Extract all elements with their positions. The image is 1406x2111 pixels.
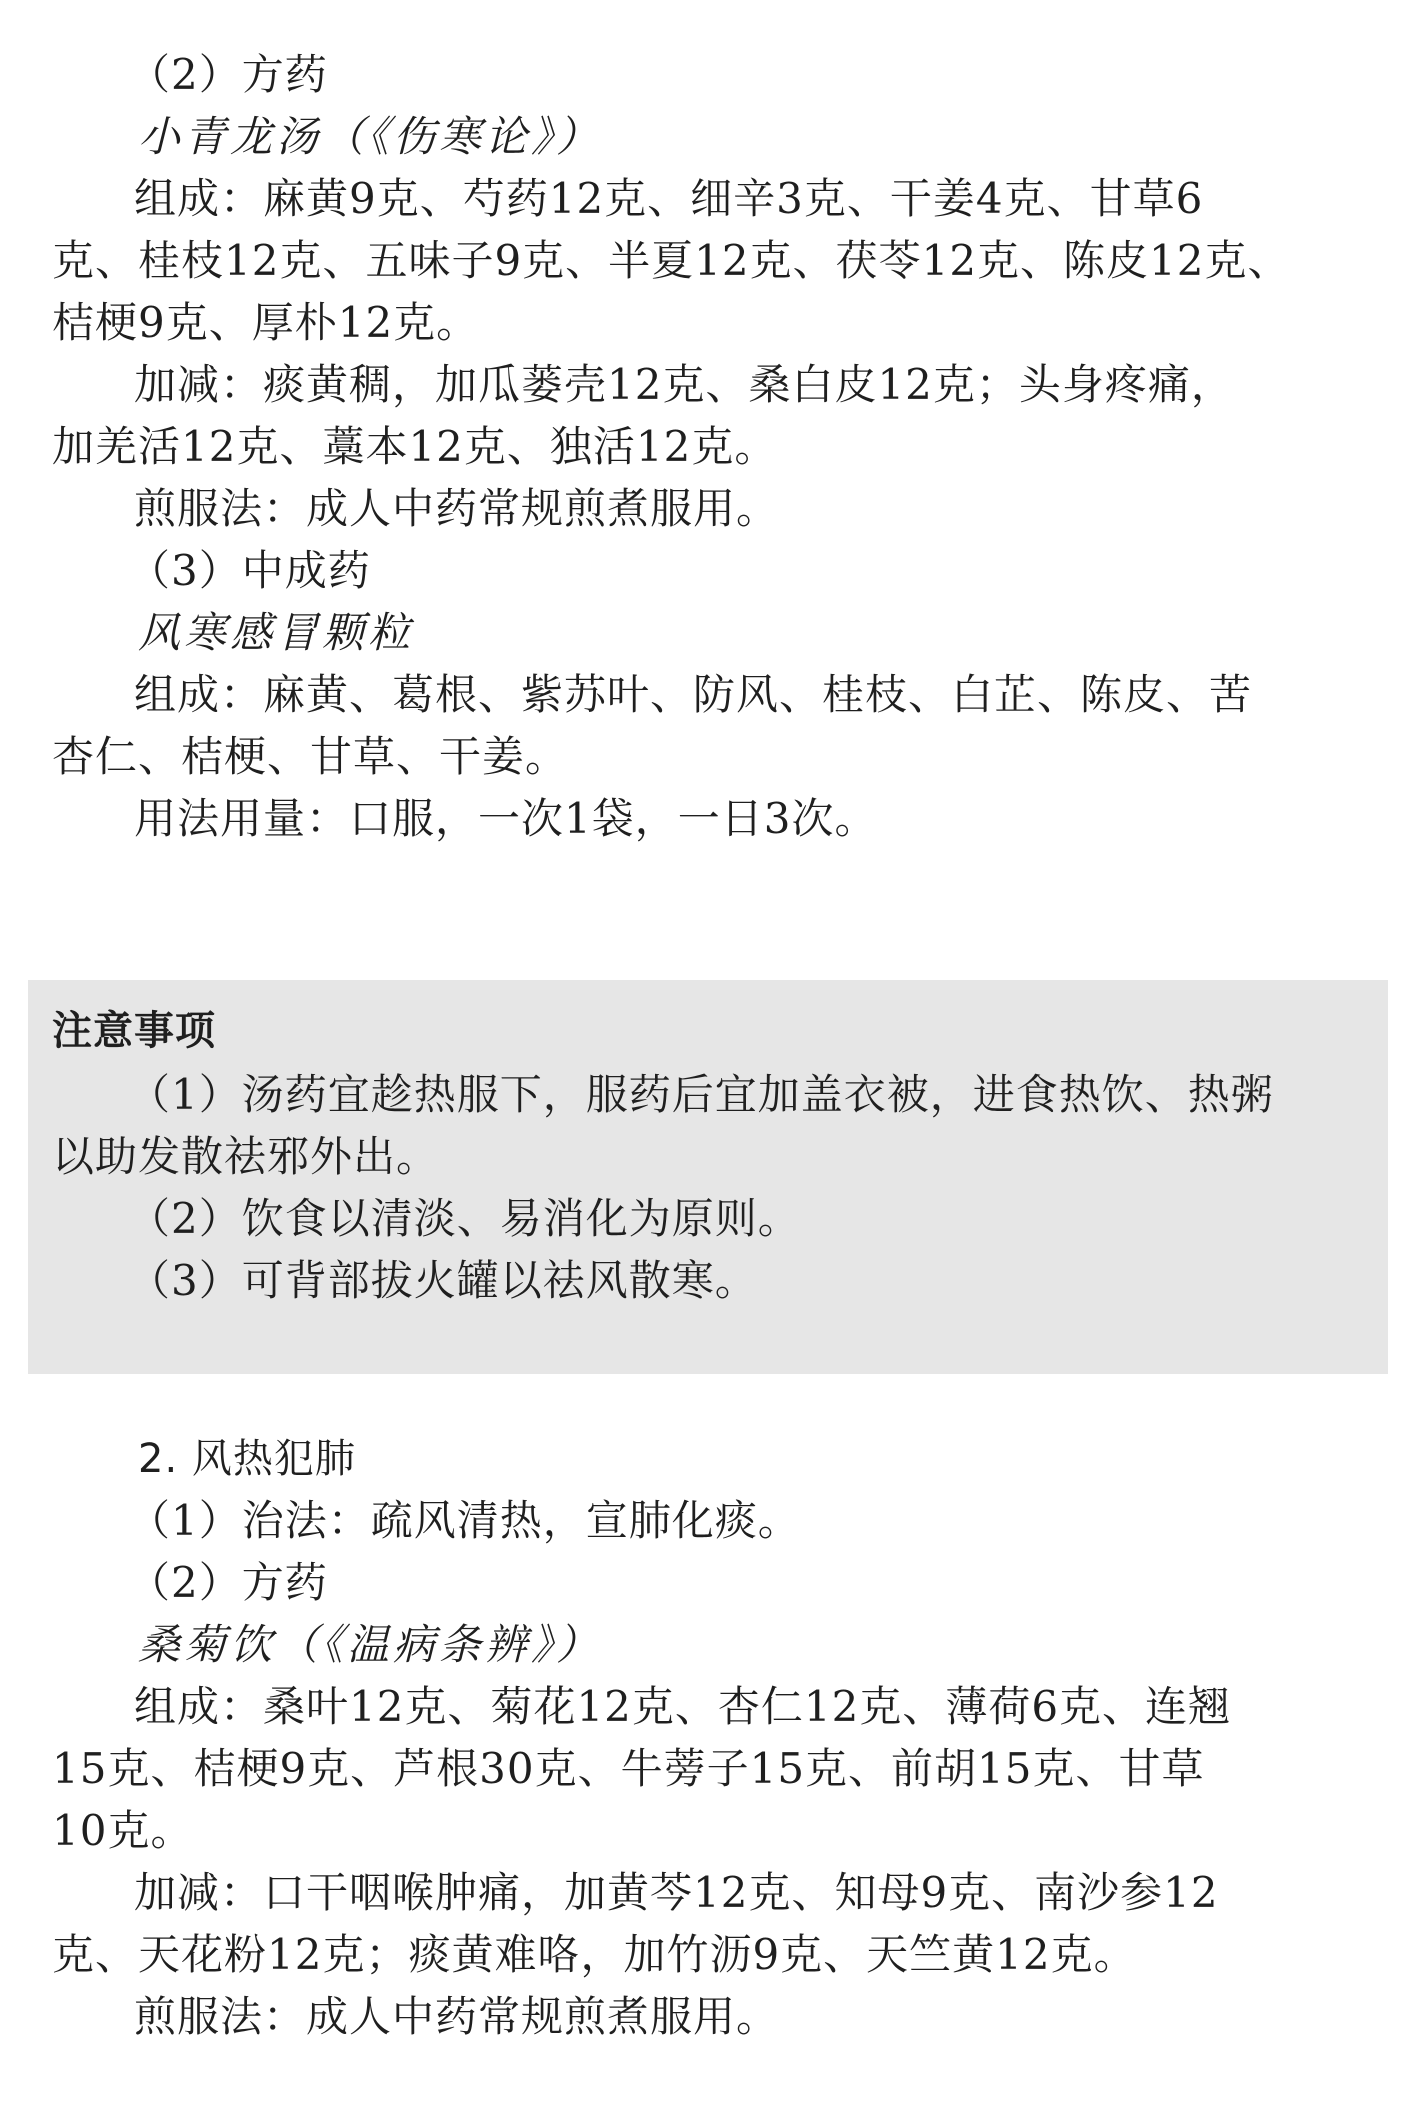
patent-medicine-name: 风寒感冒颗粒 bbox=[138, 608, 415, 657]
decoction-method: 煎服法：成人中药常规煎煮服用。 bbox=[134, 484, 780, 533]
composition-line-2: 克、桂枝12克、五味子9克、半夏12克、茯苓12克、陈皮12克、 bbox=[52, 236, 1291, 285]
notice-item-1-line-1: （1）汤药宜趁热服下，服药后宜加盖衣被，进食热饮、热粥 bbox=[128, 1070, 1274, 1119]
notice-title: 注意事项 bbox=[52, 1008, 216, 1054]
section2-prescription-heading: （2）方药 bbox=[128, 1558, 328, 1607]
notice-item-1-line-2: 以助发散祛邪外出。 bbox=[52, 1132, 440, 1181]
treatment-method: （1）治法：疏风清热，宣肺化痰。 bbox=[128, 1496, 801, 1545]
section2-composition-line-1: 组成：桑叶12克、菊花12克、杏仁12克、薄荷6克、连翘 bbox=[134, 1682, 1232, 1731]
section2-composition-line-2: 15克、桔梗9克、芦根30克、牛蒡子15克、前胡15克、甘草 bbox=[52, 1744, 1205, 1793]
patent-medicine-heading: （3）中成药 bbox=[128, 546, 371, 595]
composition-line-1: 组成：麻黄9克、芍药12克、细辛3克、干姜4克、甘草6 bbox=[134, 174, 1204, 223]
composition-line-3: 桔梗9克、厚朴12克。 bbox=[52, 298, 480, 347]
section2-formula-name: 桑菊饮（《温病条辨》） bbox=[138, 1620, 603, 1669]
section-title: 2. 风热犯肺 bbox=[138, 1436, 356, 1482]
patent-composition-line-1: 组成：麻黄、葛根、紫苏叶、防风、桂枝、白芷、陈皮、苦 bbox=[134, 670, 1253, 719]
patent-composition-line-2: 杏仁、桔梗、甘草、干姜。 bbox=[52, 732, 569, 781]
section2-modification-line-2: 克、天花粉12克；痰黄难咯，加竹沥9克、天竺黄12克。 bbox=[52, 1930, 1137, 1979]
prescription-heading: （2）方药 bbox=[128, 50, 328, 99]
notice-item-2: （2）饮食以清淡、易消化为原则。 bbox=[128, 1194, 801, 1243]
section2-composition-line-3: 10克。 bbox=[52, 1806, 194, 1855]
section2-modification-line-1: 加减：口干咽喉肿痛，加黄芩12克、知母9克、南沙参12 bbox=[134, 1868, 1219, 1917]
formula-name: 小青龙汤（《伤寒论》） bbox=[138, 112, 603, 161]
modification-line-1: 加减：痰黄稠，加瓜蒌壳12克、桑白皮12克；头身疼痛， bbox=[134, 360, 1234, 409]
usage-dosage: 用法用量：口服，一次1袋，一日3次。 bbox=[134, 794, 878, 843]
notice-item-3: （3）可背部拔火罐以祛风散寒。 bbox=[128, 1256, 758, 1305]
modification-line-2: 加羌活12克、藁本12克、独活12克。 bbox=[52, 422, 778, 471]
section2-decoction-method: 煎服法：成人中药常规煎煮服用。 bbox=[134, 1992, 780, 2041]
